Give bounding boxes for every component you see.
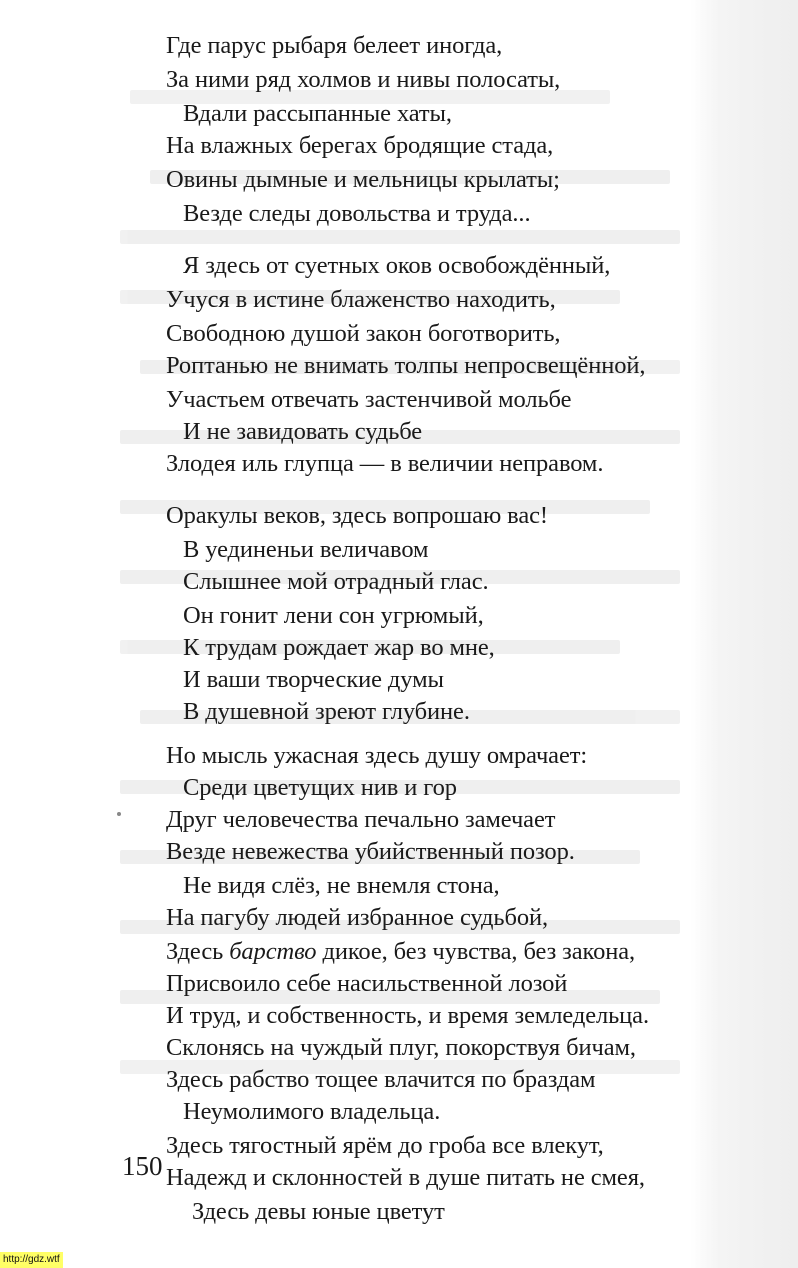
poem-line: Везде следы довольства и труда...	[183, 200, 531, 227]
poem-line: Вдали рассыпанные хаты,	[183, 100, 452, 127]
poem-line: И не завидовать судьбе	[183, 418, 423, 445]
poem-line: Овины дымные и мельницы крылаты;	[166, 166, 560, 193]
poem-line-with-italic	[166, 936, 635, 968]
poem-line: Я здесь от суетных оков освобождённый,	[183, 252, 611, 279]
poem-line: Везде невежества убийственный позор.	[166, 838, 575, 865]
poem-line: Свободною душой закон боготворить,	[166, 320, 561, 347]
poem-line: Неумолимого владельца.	[183, 1098, 441, 1125]
poem-line: Присвоило себе насильственной лозой	[166, 970, 568, 997]
poem-line: Он гонит лени сон угрюмый,	[183, 602, 484, 629]
poem-line-prefix: Здесь	[166, 938, 230, 965]
poem-line: Среди цветущих нив и гор	[183, 774, 457, 801]
poem-line: На пагубу людей избранное судьбой,	[166, 904, 549, 931]
poem-line: Злодея иль глупца — в величии неправом.	[166, 450, 604, 477]
poem-line: Но мысль ужасная здесь душу омрачает:	[166, 742, 588, 769]
poem-line: В уединеньи величавом	[183, 536, 429, 563]
poem-line: На влажных берегах бродящие стада,	[166, 132, 554, 159]
poem-line: Слышнее мой отрадный глас.	[183, 568, 489, 595]
poem-line: К трудам рождает жар во мне,	[183, 634, 495, 661]
poem-line: И ваши творческие думы	[183, 666, 444, 693]
poem-line: За ними ряд холмов и нивы полосаты,	[166, 66, 561, 93]
print-speck	[117, 812, 121, 816]
poem-line: Здесь тягостный ярём до гроба все влекут,	[166, 1132, 604, 1159]
poem-line: Здесь девы юные цветут	[192, 1198, 445, 1225]
poem-line: Надежд и склонностей в душе питать не смея,	[166, 1164, 645, 1191]
poem-line: Участьем отвечать застенчивой мольбе	[166, 386, 572, 413]
poem-line: Друг человечества печально замечает	[166, 806, 556, 833]
poem-line-suffix: дикое, без чувства, без закона,	[316, 938, 636, 965]
italic-word: барство	[229, 938, 317, 965]
poem-line: Оракулы веков, здесь вопрошаю вас!	[166, 502, 548, 529]
poem-line: Здесь рабство тощее влачится по браздам	[166, 1066, 596, 1093]
poem-line: И труд, и собственность, и время земледельца.	[166, 1002, 649, 1029]
poem-line: В душевной зреют глубине.	[183, 698, 470, 725]
poem-line: Склонясь на чуждый плуг, покорствуя бичам,	[166, 1034, 636, 1061]
poem-line: Где парус рыбаря белеет иногда,	[166, 32, 503, 59]
page-number: 150	[122, 1151, 163, 1181]
watermark-link[interactable]: http://gdz.wtf	[0, 1252, 63, 1268]
poem-line: Учуся в истине блаженство находить,	[166, 286, 556, 313]
poem-line: Роптанью не внимать толпы непросвещённой,	[166, 352, 646, 379]
poem-line: Не видя слёз, не внемля стона,	[183, 872, 500, 899]
